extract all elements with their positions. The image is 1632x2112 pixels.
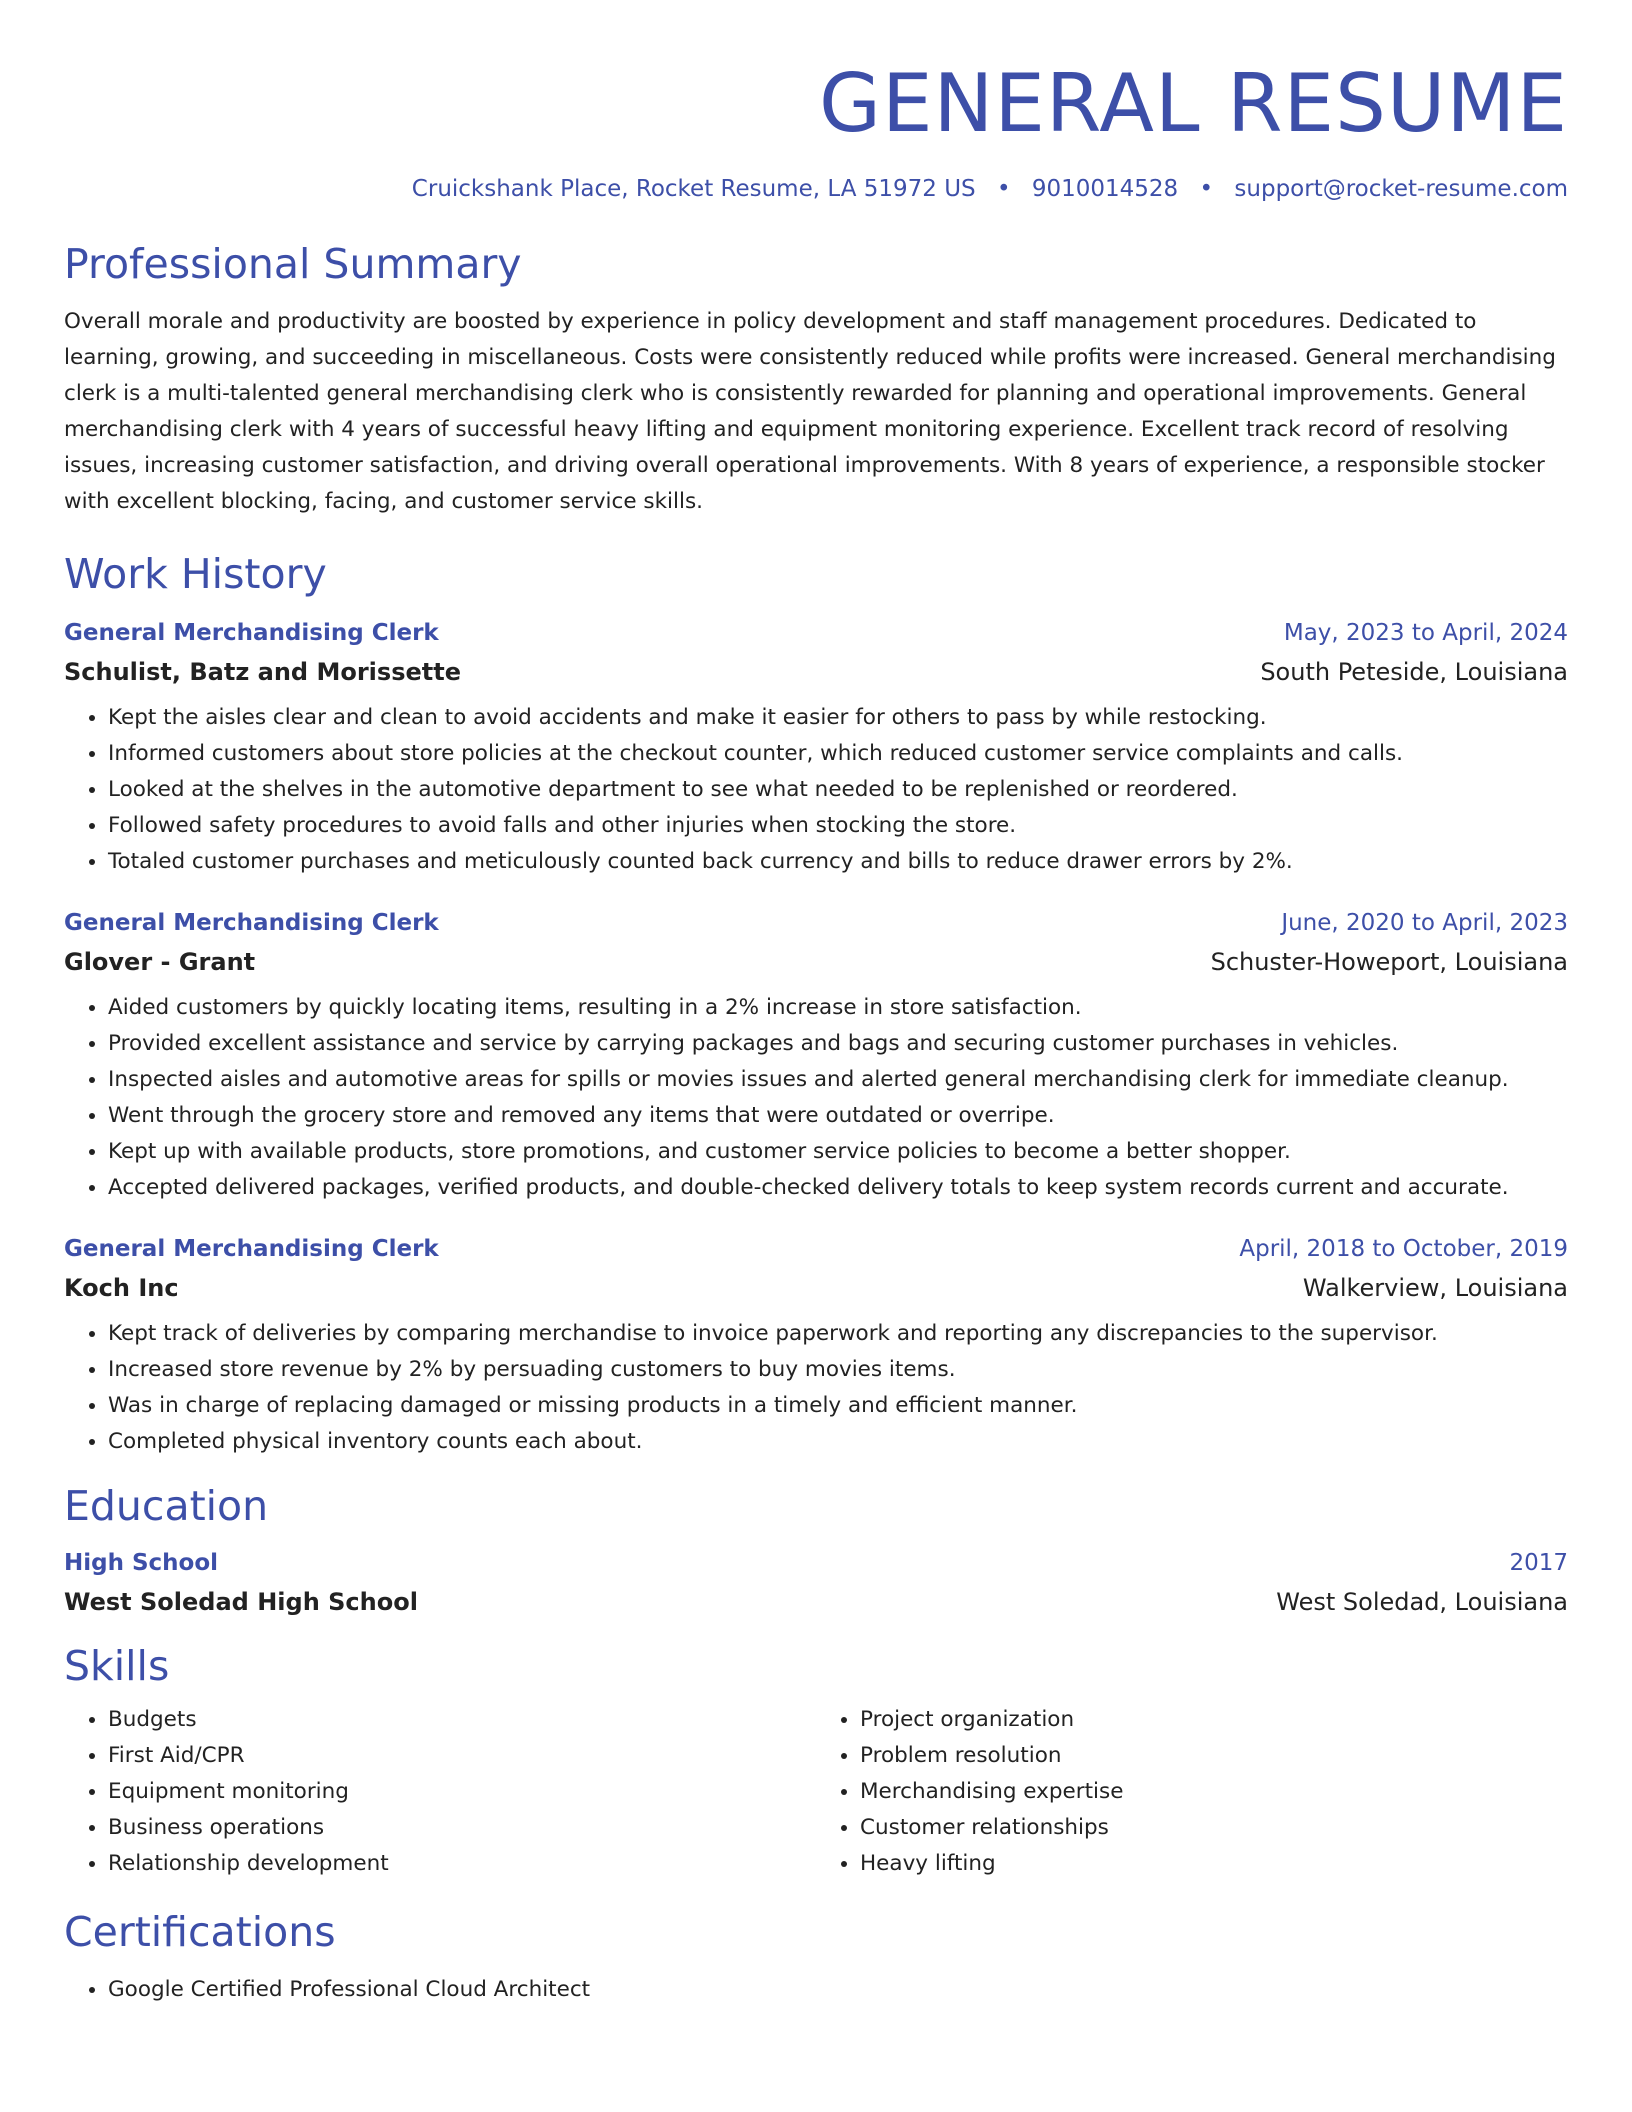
- job-dates: May, 2023 to April, 2024: [1283, 620, 1568, 646]
- list-item: • Budgets: [108, 1702, 816, 1738]
- list-item: • Increased store revenue by 2% by persuading customers to buy movies items.: [108, 1352, 1568, 1388]
- list-item: • First Aid/CPR: [108, 1738, 816, 1774]
- summary-heading: Professional Summary: [64, 240, 522, 288]
- skills-heading: Skills: [64, 1642, 170, 1690]
- list-item: • Accepted delivered packages, verified products, and double-checked delivery totals to keep system records current and accurate.: [108, 1170, 1568, 1206]
- contact-separator: •: [1199, 176, 1214, 202]
- list-item: • Heavy lifting: [860, 1846, 1568, 1882]
- education-location: West Soledad, Louisiana: [1276, 1588, 1568, 1616]
- list-item: • Customer relationships: [860, 1810, 1568, 1846]
- contact-line: [64, 174, 1568, 204]
- list-item: • Business operations: [108, 1810, 816, 1846]
- list-item: • Aided customers by quickly locating items, resulting in a 2% increase in store satisfaction.: [108, 990, 1568, 1026]
- skills-list: [64, 1702, 1568, 1882]
- list-item: • Informed customers about store policies at the checkout counter, which reduced customer service complaints and calls.: [108, 736, 1568, 772]
- list-item: • Looked at the shelves in the automotive department to see what needed to be replenished or reordered.: [108, 772, 1568, 808]
- education-entry: [64, 1544, 1568, 1622]
- job-location: South Peteside, Louisiana: [1260, 658, 1568, 686]
- list-item: • Provided excellent assistance and service by carrying packages and bags and securing customer purchases in vehicles.: [108, 1026, 1568, 1062]
- list-item: • Google Certified Professional Cloud Architect: [108, 1972, 1568, 2008]
- job-bullets: [64, 1316, 1568, 1460]
- certifications-heading: Certifications: [64, 1908, 336, 1956]
- summary-text: Overall morale and productivity are boosted by experience in policy development and staff management procedures. Dedicated to learning, growing, and succeeding in miscellaneous. Costs were consistently reduced while profits were increased. General merchandising clerk is a multi-talented general merchandising clerk who is consistently rewarded for planning and operational improvements. General merchandising clerk with 4 years of successful heavy lifting and equipment monitoring experience. Excellent track record of resolving issues, increasing customer satisfaction, and driving overall operational improvements. With 8 years of experience, a responsible stocker with excellent blocking, facing, and customer service skills.: [64, 309, 1556, 514]
- list-item: • Totaled customer purchases and meticulously counted back currency and bills to reduce drawer errors by 2%.: [108, 844, 1568, 880]
- job-company: Koch Inc: [64, 1274, 179, 1302]
- list-item: • Problem resolution: [860, 1738, 1568, 1774]
- job-role: General Merchandising Clerk: [64, 620, 439, 646]
- contact-phone: 9010014528: [1031, 176, 1179, 202]
- work-history-heading: Work History: [64, 550, 327, 598]
- list-item: • Relationship development: [108, 1846, 816, 1882]
- job-location: Walkerview, Louisiana: [1302, 1274, 1568, 1302]
- list-item: • Followed safety procedures to avoid falls and other injuries when stocking the store.: [108, 808, 1568, 844]
- list-item: • Kept the aisles clear and clean to avoid accidents and make it easier for others to pass by while restocking.: [108, 700, 1568, 736]
- job-dates: June, 2020 to April, 2023: [1281, 910, 1568, 936]
- job-role: General Merchandising Clerk: [64, 910, 439, 936]
- education-school: West Soledad High School: [64, 1588, 418, 1616]
- job-entry: [64, 1230, 1568, 1460]
- list-item: • Project organization: [860, 1702, 1568, 1738]
- job-bullets: [64, 700, 1568, 880]
- contact-separator: •: [996, 176, 1011, 202]
- certifications-list: [64, 1972, 1568, 2008]
- job-location: Schuster-Howeport, Louisiana: [1210, 948, 1568, 976]
- education-year: 2017: [1509, 1550, 1568, 1576]
- contact-email: support@rocket-resume.com: [1234, 176, 1568, 202]
- list-item: • Went through the grocery store and removed any items that were outdated or overripe.: [108, 1098, 1568, 1134]
- education-heading: Education: [64, 1482, 269, 1530]
- job-company: Glover - Grant: [64, 948, 256, 976]
- list-item: • Equipment monitoring: [108, 1774, 816, 1810]
- skills-column-left: [64, 1702, 816, 1882]
- contact-address: Cruickshank Place, Rocket Resume, LA 51972 US: [411, 176, 976, 202]
- list-item: • Kept up with available products, store promotions, and customer service policies to become a better shopper.: [108, 1134, 1568, 1170]
- job-entry: [64, 904, 1568, 1206]
- education-degree: High School: [64, 1550, 219, 1576]
- job-dates: April, 2018 to October, 2019: [1239, 1236, 1568, 1262]
- job-bullets: [64, 990, 1568, 1206]
- list-item: • Completed physical inventory counts each about.: [108, 1424, 1568, 1460]
- list-item: • Was in charge of replacing damaged or missing products in a timely and efficient manner.: [108, 1388, 1568, 1424]
- list-item: • Merchandising expertise: [860, 1774, 1568, 1810]
- job-role: General Merchandising Clerk: [64, 1236, 439, 1262]
- job-company: Schulist, Batz and Morissette: [64, 658, 461, 686]
- skills-column-right: [816, 1702, 1568, 1882]
- job-entry: [64, 614, 1568, 880]
- list-item: • Inspected aisles and automotive areas for spills or movies issues and alerted general merchandising clerk for immediate cleanup.: [108, 1062, 1568, 1098]
- document-title: GENERAL RESUME: [818, 57, 1568, 150]
- list-item: • Kept track of deliveries by comparing merchandise to invoice paperwork and reporting any discrepancies to the supervisor.: [108, 1316, 1568, 1352]
